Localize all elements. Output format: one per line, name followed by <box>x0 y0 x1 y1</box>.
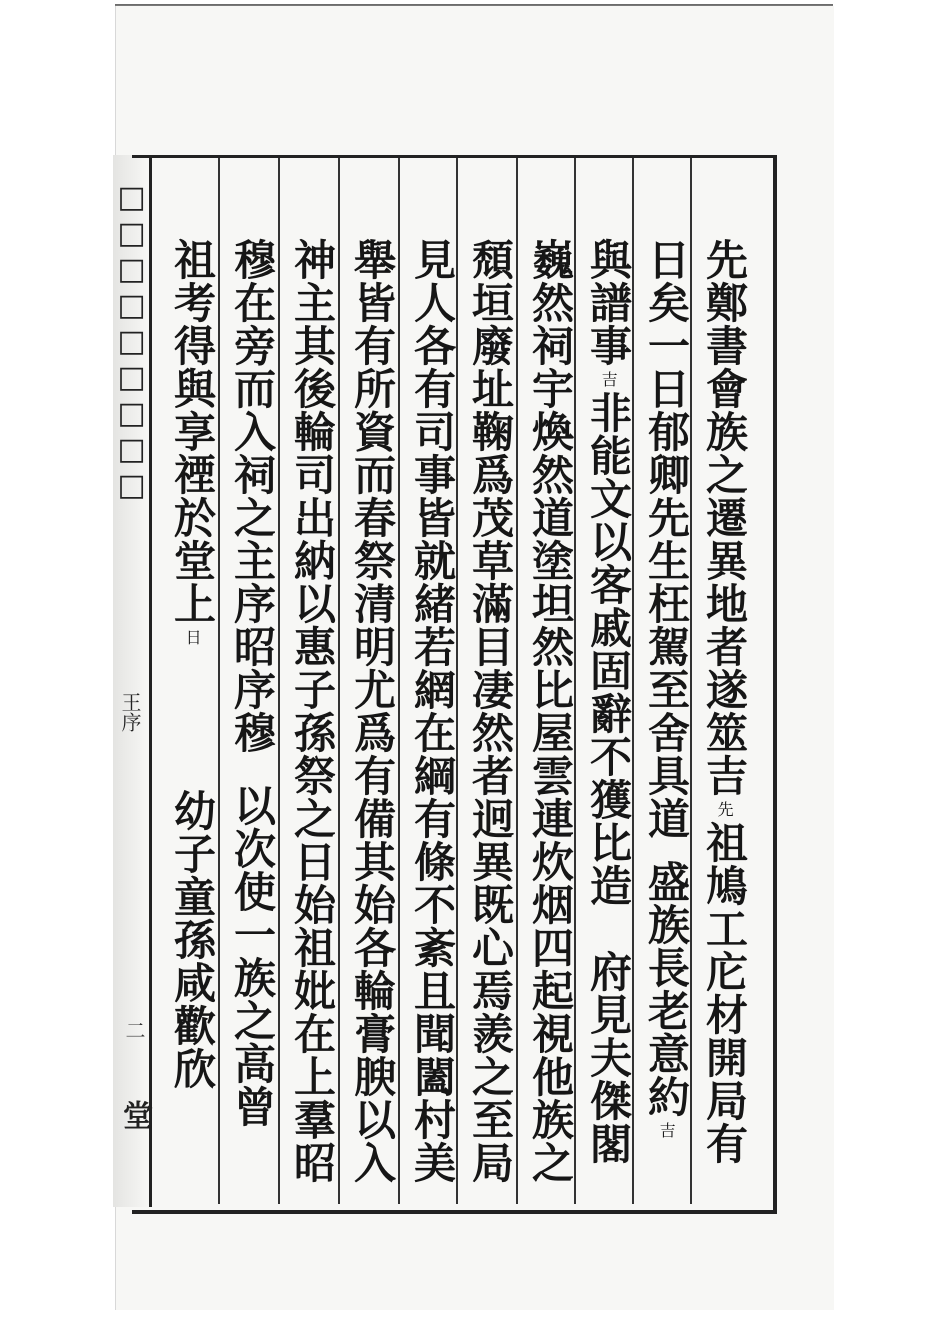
text-column-10 <box>166 238 218 1090</box>
column-text-continued: 非能文以客戚固辭不獲比造 府見夫傑閣 <box>583 391 633 1165</box>
section-label: 王序 <box>118 692 142 732</box>
column-text: 見人各有司事皆就緒若網在綱有條不紊且聞闔村美 <box>407 238 457 1184</box>
column-rule <box>398 158 400 1204</box>
column-text: 與譜事 <box>583 238 633 367</box>
column-text: 祖考得與享禋於堂上 <box>167 238 217 625</box>
column-text: 穆在旁而入祠之主序昭序穆 <box>227 238 277 754</box>
text-column-4 <box>524 238 576 1184</box>
column-text: 頹垣廢址鞠爲茂草滿目凄然者迥異既心焉羨之至局 <box>465 238 515 1184</box>
text-column-3 <box>582 238 634 1165</box>
column-rule <box>218 158 220 1204</box>
column-rule <box>278 158 280 1204</box>
column-note: 吉 <box>599 371 619 387</box>
text-column-2 <box>640 238 692 1142</box>
column-text-continued: 祖鳩工庀材開局有 <box>699 821 749 1165</box>
column-text: 先鄭書會族之遷異地者遂筮吉 <box>699 238 749 797</box>
column-text: 巍然祠宇煥然道塗坦然比屋雲連炊烟四起視他族之 <box>525 238 575 1184</box>
hall-name: 堂 <box>117 1100 152 1130</box>
column-note: 日 <box>183 629 203 645</box>
text-column-1 <box>698 238 750 1165</box>
column-note: 吉 <box>657 1122 677 1138</box>
text-column-6 <box>406 238 458 1184</box>
page-number: 二 <box>122 1020 146 1040</box>
column-note: 先 <box>715 801 735 817</box>
text-column-9 <box>226 238 278 1128</box>
text-column-8 <box>286 238 338 1184</box>
column-text: 舉皆有所資而春祭清明尤爲有備其始各輪膏腴以入 <box>347 238 397 1184</box>
column-rule <box>338 158 340 1204</box>
text-column-5 <box>464 238 516 1184</box>
column-text: 日矣一日郁卿先生枉駕至舍具道 <box>641 238 691 840</box>
column-text: 神主其後輪司出納以惠子孫祭之日始祖妣在上羣昭 <box>287 238 337 1184</box>
text-column-7 <box>346 238 398 1184</box>
column-rule <box>516 158 518 1204</box>
column-text-continued: 以次使一族之高曾 <box>227 784 277 1128</box>
book-title-spine: □□□□□□□□□ <box>114 180 149 504</box>
column-text-continued: 幼子童孫咸歡欣 <box>167 789 217 1090</box>
column-text-continued: 盛族長老意約 <box>641 860 691 1118</box>
